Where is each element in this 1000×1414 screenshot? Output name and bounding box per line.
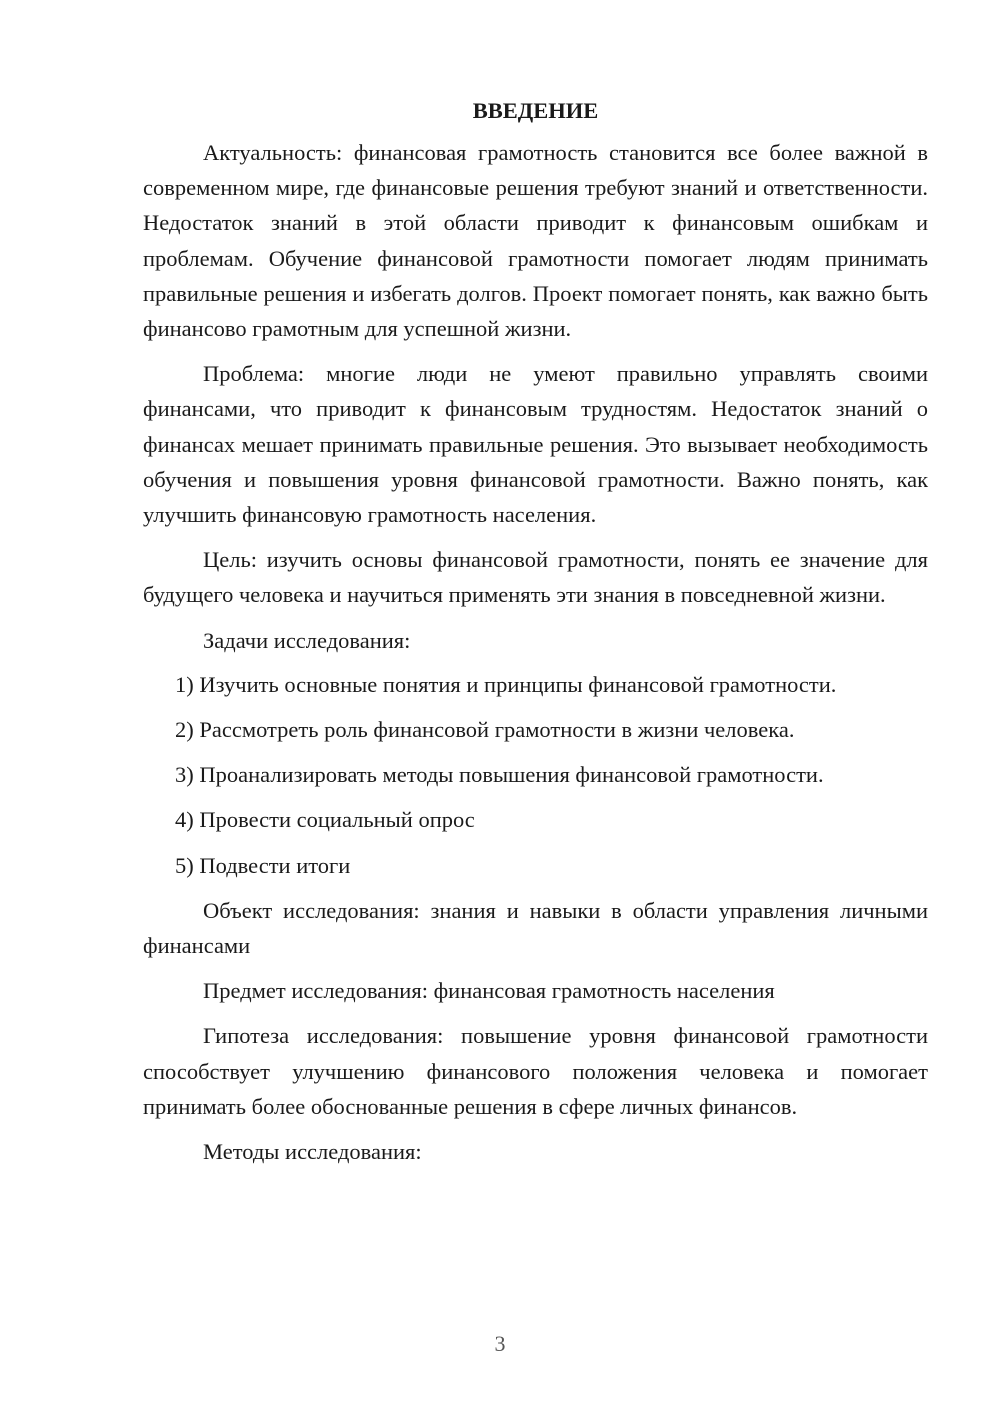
paragraph-object: Объект исследования: знания и навыки в области управления личными финансами <box>143 897 928 959</box>
paragraph-goal: Цель: изучить основы финансовой грамотности, понять ее значение для будущего человека и научиться применять эти знания в повседневной жизни. <box>143 547 928 608</box>
list-item: 5) Подвести итоги <box>175 852 351 878</box>
paragraph-problem: Проблема: многие люди не умеют правильно управлять своими финансами, что приводит к финансовым трудностям. Недостаток знаний о финансах мешает принимать правильные решения. Это вызывает необходимость обучения и повышения уровня финансовой грамотности. Важно понять, как улучшить финансовую грамотность населения. <box>143 361 928 528</box>
document-page <box>143 92 928 1179</box>
tasks-list <box>143 667 928 883</box>
page-number: 3 <box>494 1331 506 1356</box>
list-item: 4) Провести социальный опрос <box>175 807 475 833</box>
list-item: 3) Проанализировать методы повышения финансовой грамотности. <box>175 762 824 788</box>
list-item: 1) Изучить основные понятия и принципы финансовой грамотности. <box>175 671 837 697</box>
paragraph-hypothesis: Гипотеза исследования: повышение уровня финансовой грамотности способствует улучшению финансового положения человека и помогает принимать более обоснованные решения в сфере личных финансов. <box>143 1023 928 1119</box>
list-item: 2) Рассмотреть роль финансовой грамотности в жизни человека. <box>175 717 795 743</box>
paragraph-subject: Предмет исследования: финансовая грамотность населения <box>203 978 775 1004</box>
paragraph-relevance: Актуальность: финансовая грамотность становится все более важной в современном мире, где финансовые решения требуют знаний и ответственности. Недостаток знаний в этой области приводит к финансовым ошибкам и проблемам. Обучение финансовой грамотности помогает людям принимать правильные решения и избегать долгов. Проект помогает понять, как важно быть финансово грамотным для успешной жизни. <box>143 140 928 342</box>
methods-heading: Методы исследования: <box>203 1139 422 1165</box>
tasks-heading: Задачи исследования: <box>203 627 411 653</box>
page-title: ВВЕДЕНИЕ <box>472 98 599 123</box>
